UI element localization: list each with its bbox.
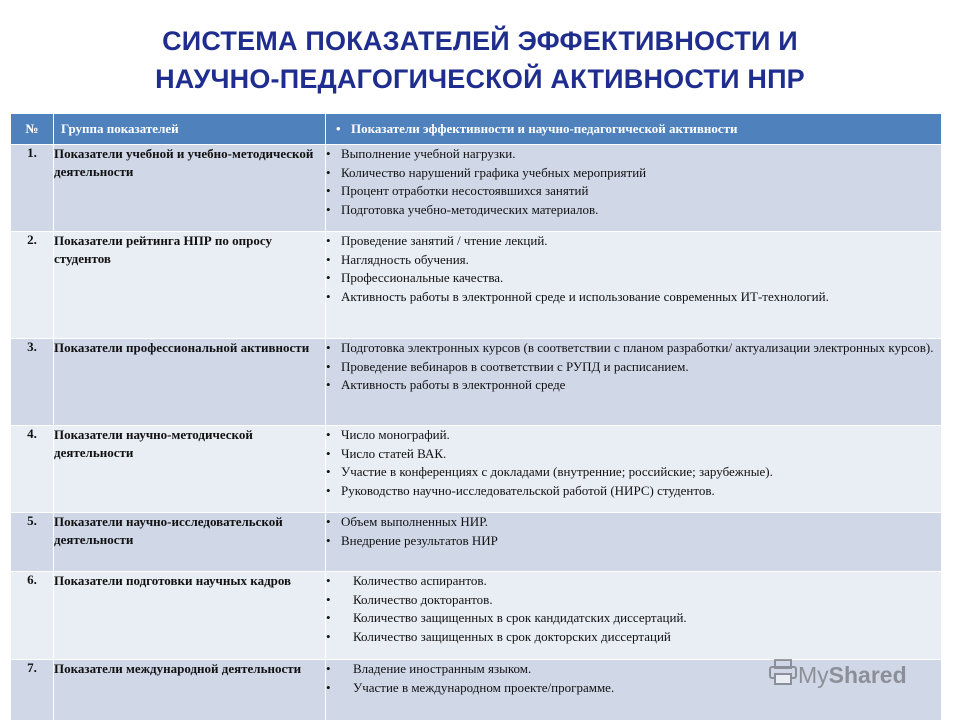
indicator-item: • Владение иностранным языком.	[326, 660, 941, 679]
row-group: Показатели международной деятельности	[54, 660, 326, 720]
row-indicators	[326, 426, 942, 513]
indicator-item: • Процент отработки несостоявшихся занятий	[326, 182, 941, 201]
table-row	[11, 572, 942, 660]
indicator-item: • Участие в международном проекте/программе.	[326, 679, 941, 698]
title-line-1: СИСТЕМА ПОКАЗАТЕЛЕЙ ЭФФЕКТИВНОСТИ И	[162, 26, 798, 56]
row-number: 4.	[11, 426, 54, 513]
table-row	[11, 145, 942, 232]
indicator-item: • Руководство научно-исследовательской работой (НИРС) студентов.	[326, 482, 941, 501]
indicator-item: • Число статей ВАК.	[326, 445, 941, 464]
indicator-item: • Проведение занятий / чтение лекций.	[326, 232, 941, 251]
table-row	[11, 232, 942, 339]
indicator-item: • Объем выполненных НИР.	[326, 513, 941, 532]
indicator-item: • Проведение вебинаров в соответствии с РУПД и расписанием.	[326, 358, 941, 377]
watermark-suffix: Shared	[828, 661, 907, 688]
row-number: 5.	[11, 513, 54, 572]
indicator-item: • Активность работы в электронной среде	[326, 376, 941, 395]
row-number: 2.	[11, 232, 54, 339]
table-row	[11, 513, 942, 572]
header-indicators	[326, 114, 942, 145]
row-indicators	[326, 513, 942, 572]
row-group: Показатели рейтинга НПР по опросу студентов	[54, 232, 326, 339]
row-number: 7.	[11, 660, 54, 720]
row-group: Показатели научно-методической деятельности	[54, 426, 326, 513]
row-number: 6.	[11, 572, 54, 660]
watermark-logo	[768, 659, 907, 691]
watermark-text	[798, 662, 907, 689]
row-indicators	[326, 232, 942, 339]
table-row	[11, 426, 942, 513]
indicator-item: • Подготовка учебно-методических материалов.	[326, 201, 941, 220]
indicator-item: • Внедрение результатов НИР	[326, 532, 941, 551]
indicator-item: • Выполнение учебной нагрузки.	[326, 145, 941, 164]
page-title	[0, 22, 960, 98]
indicator-item: • Наглядность обучения.	[326, 251, 941, 270]
watermark-prefix: My	[798, 661, 829, 688]
row-group: Показатели подготовки научных кадров	[54, 572, 326, 660]
header-indicators-label: • Показатели эффективности и научно-педагогической активности	[336, 120, 941, 139]
row-number: 3.	[11, 339, 54, 426]
indicator-item: • Количество нарушений графика учебных мероприятий	[326, 164, 941, 183]
indicator-item: • Профессиональные качества.	[326, 269, 941, 288]
row-group: Показатели профессиональной активности	[54, 339, 326, 426]
indicator-item: • Количество аспирантов.	[326, 572, 941, 591]
indicator-item: • Подготовка электронных курсов (в соответствии с планом разработки/ актуализации электронных курсов).	[326, 339, 941, 358]
row-group: Показатели учебной и учебно-методической деятельности	[54, 145, 326, 232]
indicator-item: • Количество защищенных в срок кандидатских диссертаций.	[326, 609, 941, 628]
indicator-item: • Количество докторантов.	[326, 591, 941, 610]
indicator-item: • Активность работы в электронной среде и использование современных ИТ-технологий.	[326, 288, 941, 307]
row-number: 1.	[11, 145, 54, 232]
indicator-item: • Количество защищенных в срок докторских диссертаций	[326, 628, 941, 647]
row-indicators	[326, 145, 942, 232]
indicator-item: • Число монографий.	[326, 426, 941, 445]
indicators-table	[10, 113, 942, 720]
header-group: Группа показателей	[54, 114, 326, 145]
printer-icon	[768, 659, 798, 691]
table-header-row	[11, 114, 942, 145]
row-indicators	[326, 572, 942, 660]
title-line-2: НАУЧНО-ПЕДАГОГИЧЕСКОЙ АКТИВНОСТИ НПР	[155, 64, 805, 94]
table-row	[11, 339, 942, 426]
row-indicators	[326, 339, 942, 426]
header-number: №	[11, 114, 54, 145]
indicator-item: • Участие в конференциях с докладами (внутренние; российские; зарубежные).	[326, 463, 941, 482]
row-group: Показатели научно-исследовательской деятельности	[54, 513, 326, 572]
